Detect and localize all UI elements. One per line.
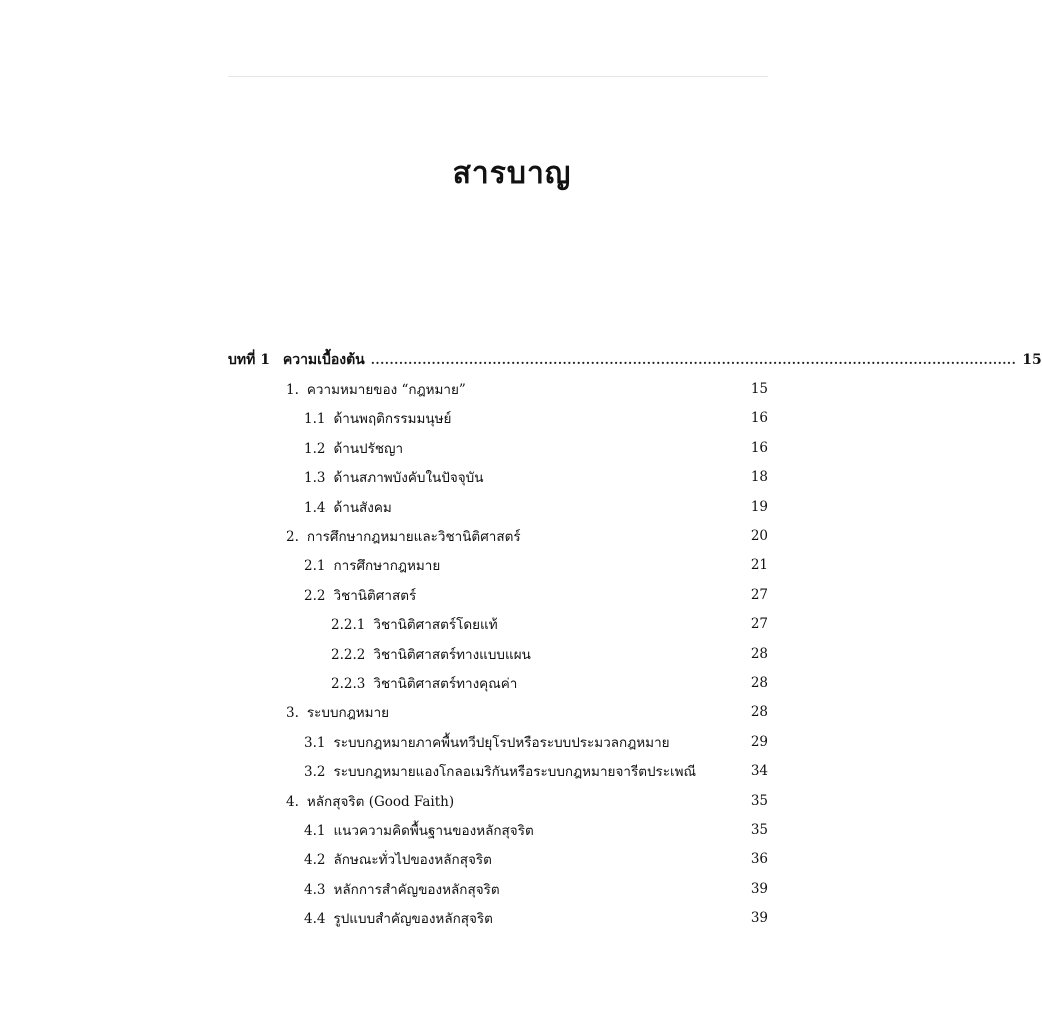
toc-entry-row	[228, 903, 768, 932]
toc-entry-label	[304, 407, 451, 429]
entry-number: 2.2.3	[331, 675, 366, 692]
entry-title: ระบบกฎหมายภาคพื้นทวีปยุโรปหรือระบบประมวลกฎหมาย	[333, 734, 670, 751]
toc-entry-row	[228, 815, 768, 844]
entry-title: ความหมายของ “กฎหมาย”	[306, 382, 466, 399]
entry-title: ระบบกฎหมายแองโกลอเมริกันหรือระบบกฎหมายจารีตประเพณี	[333, 764, 697, 781]
toc-entry-label	[331, 672, 517, 694]
page-number: 19	[750, 498, 768, 515]
entry-number: 1.1	[304, 411, 326, 428]
entry-number: 1.3	[304, 470, 326, 487]
dot-leader: ..........................................................................................................................................	[370, 352, 1017, 367]
toc-entry-label	[304, 907, 493, 929]
toc-entry-label	[304, 496, 392, 518]
entry-number: 4.	[286, 793, 299, 810]
entry-number: 4.4	[304, 911, 326, 928]
toc-entry-row	[228, 463, 768, 492]
entry-title: วิชานิติศาสตร์โดยแท้	[373, 617, 498, 634]
entry-title: รูปแบบสำคัญของหลักสุจริต	[333, 911, 493, 928]
page-number: 20	[750, 528, 768, 545]
entry-title: วิชานิติศาสตร์ทางคุณค่า	[373, 675, 518, 692]
entry-title: วิชานิติศาสตร์	[333, 587, 417, 604]
toc-entry-row	[228, 698, 768, 727]
toc-entry-label	[304, 554, 440, 576]
toc-entry-row	[228, 551, 768, 580]
entry-title: ด้านสังคม	[333, 499, 392, 516]
page-number: 35	[750, 821, 768, 838]
entry-number: 4.2	[304, 852, 326, 869]
entry-title: หลักการสำคัญของหลักสุจริต	[333, 881, 500, 898]
toc-entry-label	[304, 466, 483, 488]
entry-number: 3.1	[304, 734, 326, 751]
page-number: 15	[750, 381, 768, 398]
entry-number: 1.4	[304, 499, 326, 516]
page-number: 39	[750, 910, 768, 927]
toc-entry-row	[228, 727, 768, 756]
page-number: 34	[750, 763, 768, 780]
entry-title: ลักษณะทั่วไปของหลักสุจริต	[333, 852, 492, 869]
entry-number: 2.2	[304, 587, 326, 604]
toc-entry-label	[331, 613, 498, 635]
entry-title: วิชานิติศาสตร์ทางแบบแผน	[373, 646, 531, 663]
toc-entry-row	[228, 374, 768, 403]
entry-title: ระบบกฎหมาย	[306, 705, 390, 722]
entry-title: แนวความคิดพื้นฐานของหลักสุจริต	[333, 822, 534, 839]
entry-number: 2.	[286, 529, 299, 546]
toc-entry-label	[304, 848, 492, 870]
entry-title: ด้านสภาพบังคับในปัจจุบัน	[333, 470, 484, 487]
toc-entry-row	[228, 580, 768, 609]
toc-chapter-row	[228, 345, 1042, 374]
table-of-contents	[228, 345, 1042, 933]
toc-entry-row	[228, 668, 768, 697]
entry-title: หลักสุจริต (Good Faith)	[306, 793, 455, 810]
toc-entry-label	[304, 878, 500, 900]
entry-number: 1.	[286, 382, 299, 399]
entry-number: 3.	[286, 705, 299, 722]
bleed-through-line	[228, 76, 768, 77]
toc-entry-row	[228, 756, 768, 785]
toc-entry-label	[286, 790, 454, 812]
entry-number: 4.1	[304, 822, 326, 839]
page-number: 29	[750, 733, 768, 750]
toc-entry-label	[286, 378, 466, 400]
entry-title: ด้านพฤติกรรมมนุษย์	[333, 411, 452, 428]
entry-number: 2.2.2	[331, 646, 366, 663]
toc-entry-row	[228, 404, 768, 433]
page-number: 39	[750, 880, 768, 897]
toc-entry-label	[304, 819, 534, 841]
toc-entry-row	[228, 492, 768, 521]
page-number: 18	[750, 469, 768, 486]
page-number: 27	[750, 586, 768, 603]
toc-entry-label	[304, 760, 696, 782]
toc-entry-label	[331, 643, 531, 665]
entry-number: 2.2.1	[331, 617, 366, 634]
page-number: 36	[750, 851, 768, 868]
page-number: 28	[750, 674, 768, 691]
toc-entry-label	[286, 701, 389, 723]
page-number: 16	[750, 439, 768, 456]
entry-number: 4.3	[304, 881, 326, 898]
chapter-title: ความเบื้องต้น	[282, 351, 365, 368]
entry-number: 2.1	[304, 558, 326, 575]
toc-entry-label	[304, 584, 416, 606]
toc-entry-label	[304, 731, 670, 753]
entry-title: การศึกษากฎหมายและวิชานิติศาสตร์	[306, 529, 521, 546]
entry-title: การศึกษากฎหมาย	[333, 558, 441, 575]
page-number: 16	[750, 410, 768, 427]
toc-entry-label	[286, 525, 521, 547]
toc-entry-row	[228, 521, 768, 550]
page-number: 27	[750, 616, 768, 633]
toc-entry-row	[228, 433, 768, 462]
entry-title: ด้านปรัชญา	[333, 440, 404, 457]
entry-number: 1.2	[304, 440, 326, 457]
page-number: 28	[750, 704, 768, 721]
page-number: 35	[750, 792, 768, 809]
toc-entry-row	[228, 639, 768, 668]
page-title: สารบาญ	[452, 156, 572, 191]
toc-entry-row	[228, 610, 768, 639]
toc-chapter-label	[228, 349, 365, 371]
entry-number: 3.2	[304, 764, 326, 781]
page-number: 28	[750, 645, 768, 662]
toc-entry-row	[228, 874, 768, 903]
page-number: 15	[1022, 351, 1042, 368]
page-number: 21	[750, 557, 768, 574]
toc-entry-row	[228, 845, 768, 874]
toc-entry-row	[228, 786, 768, 815]
chapter-prefix: บทที่ 1	[228, 351, 270, 368]
toc-entry-label	[304, 437, 403, 459]
